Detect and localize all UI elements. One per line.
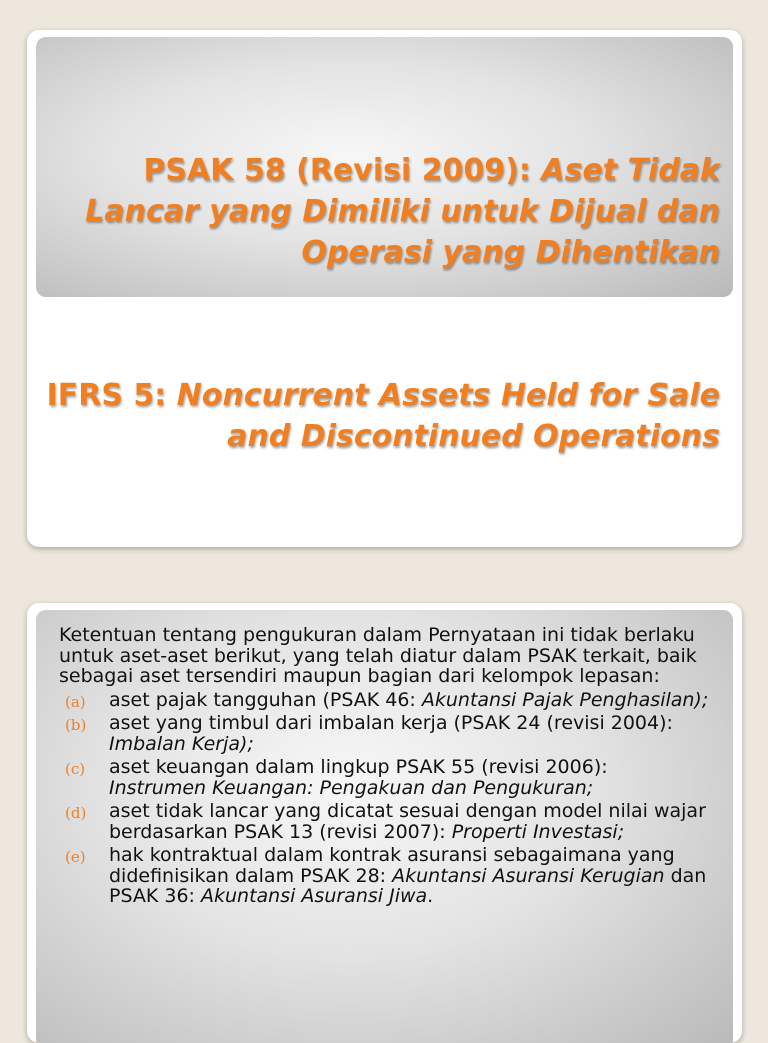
item-text: aset yang timbul dari imbalan kerja (PSAK 24 (revisi 2004): [109, 712, 673, 734]
item-text-italic: Instrumen Keuangan: Pengakuan dan Pengukuran; [109, 776, 594, 799]
slide-subtitle [40, 375, 720, 457]
item-text: aset keuangan dalam lingkup PSAK 55 (revisi 2006): [109, 756, 608, 778]
item-text: aset tidak lancar yang dicatat sesuai dengan model nilai wajar berdasarkan PSAK 13 (revisi 2007): [109, 800, 706, 843]
title-italic: Aset Tidak Lancar yang Dimiliki untuk Dijual dan Operasi yang Dihentikan [85, 153, 720, 270]
item-text: aset pajak tangguhan (PSAK 46: [109, 688, 422, 711]
exclusion-list [59, 690, 709, 907]
list-item [59, 757, 709, 798]
list-marker: (e) [65, 848, 86, 866]
item-text-italic: Properti Investasi; [451, 820, 625, 843]
item-text-italic: Akuntansi Asuransi Jiwa [201, 885, 428, 907]
list-marker: (c) [65, 760, 86, 778]
content-body [59, 625, 709, 907]
content-slide [27, 603, 742, 1043]
list-item [59, 690, 709, 711]
item-text: hak kontraktual dalam kontrak asuransi sebagaimana yang didefinisikan dalam PSAK 28: [109, 844, 675, 887]
list-item [59, 713, 709, 754]
title-slide [27, 30, 742, 547]
item-text-italic: Akuntansi Asuransi Kerugian [392, 864, 665, 887]
list-marker: (b) [65, 716, 87, 734]
item-text-italic: Imbalan Kerja); [109, 732, 254, 755]
item-text: dan PSAK 36: [109, 864, 707, 907]
list-marker: (d) [65, 804, 87, 822]
title-prefix: PSAK 58 (Revisi 2009): [143, 153, 542, 188]
list-item [59, 801, 709, 842]
subtitle-italic: Noncurrent Assets Held for Sale and Discontinued Operations [176, 378, 720, 454]
subtitle-prefix: IFRS 5: [46, 378, 177, 413]
item-text-italic: Akuntansi Pajak Penghasilan); [421, 688, 709, 711]
list-marker: (a) [65, 692, 86, 711]
intro-paragraph: Ketentuan tentang pengukuran dalam Pernyataan ini tidak berlaku untuk aset-aset berikut, yang telah diatur dalam PSAK terkait, baik sebagai aset tersendiri maupun bagian dari kelompok lepasan: [59, 624, 697, 687]
list-item [59, 845, 709, 907]
slide-title [40, 150, 720, 273]
item-text: . [427, 885, 434, 907]
